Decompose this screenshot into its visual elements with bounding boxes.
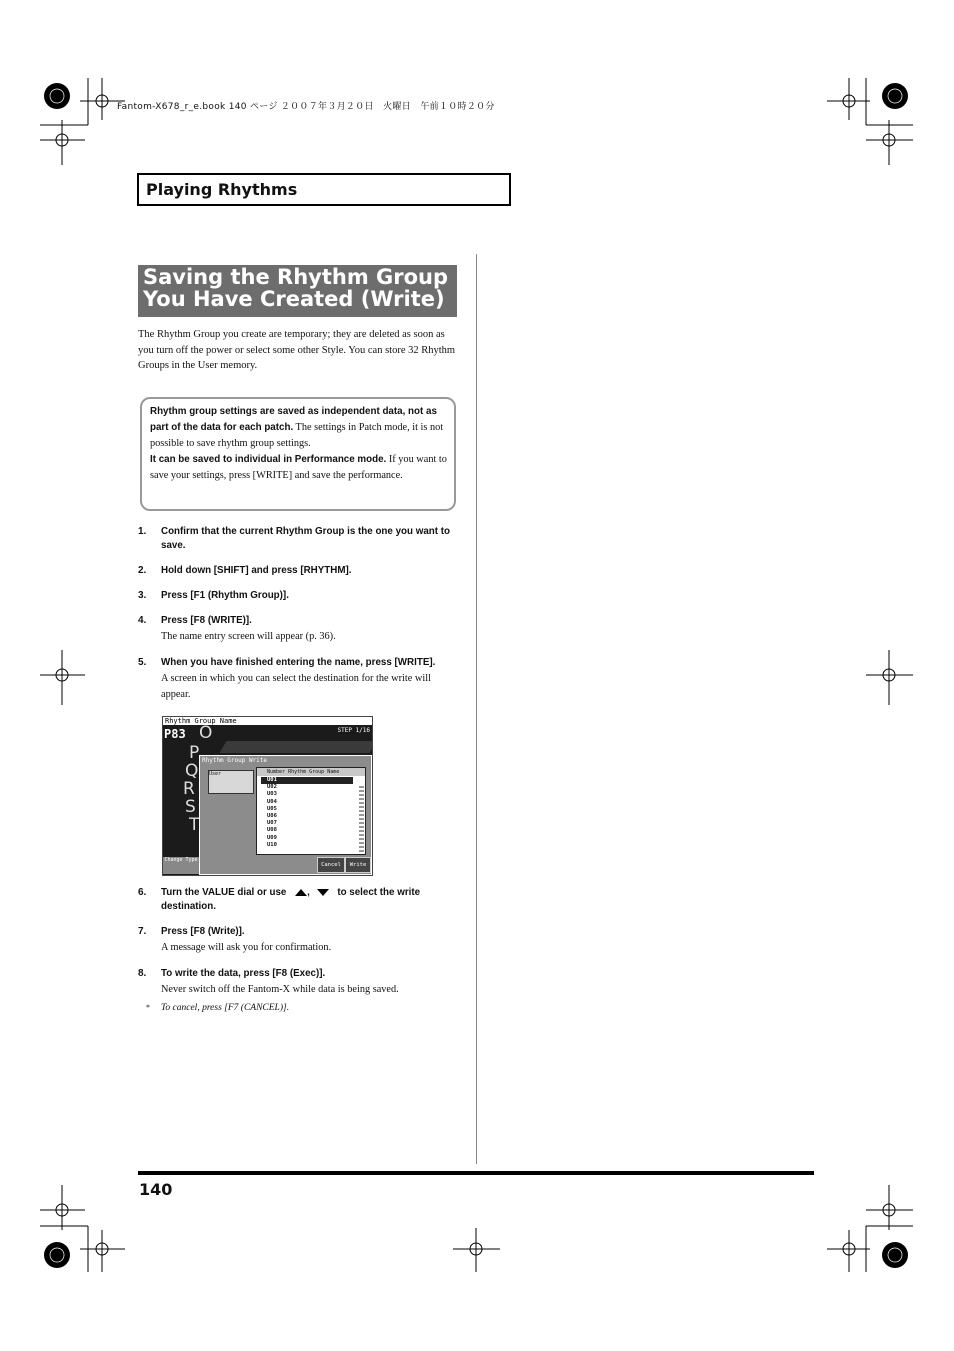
page-number: 140	[139, 1180, 173, 1199]
bottom-rule	[138, 1171, 814, 1175]
step-instruction: When you have finished entering the name, press [WRITE].	[161, 657, 436, 668]
step-description: A screen in which you can select the destination for the write will appear.	[161, 673, 431, 700]
list-item[interactable]: U02	[267, 784, 277, 791]
cancel-button[interactable]: Cancel	[317, 857, 345, 873]
step-instruction: Confirm that the current Rhythm Group is the one you want to save.	[161, 526, 451, 551]
list-scrollbar[interactable]	[359, 786, 364, 852]
intro-paragraph: The Rhythm Group you create are temporary; they are deleted as soon as you turn off the power or select some other Style. You can store 32 Rhythm Groups in the User memory.	[138, 329, 456, 371]
step-number: 6.	[138, 887, 147, 898]
step-number: 3.	[138, 590, 147, 601]
note-bold-2: It can be saved to individual in Performance mode.	[150, 454, 387, 465]
footnote-star: *	[146, 1003, 150, 1012]
screen-step: STEP 1/16	[337, 727, 370, 734]
list-item[interactable]: U10	[267, 841, 277, 848]
list-item[interactable]: U06	[267, 813, 277, 820]
step-number: 4.	[138, 615, 147, 626]
step-6-text-a: Turn the VALUE dial or use	[161, 887, 287, 898]
list-items	[267, 777, 277, 849]
write-button[interactable]: Write	[345, 857, 371, 873]
step-instruction: Press [F8 (WRITE)].	[161, 615, 252, 626]
step-6-text-b: to select the write	[337, 887, 421, 898]
step-instruction: Press [F1 (Rhythm Group)].	[161, 590, 289, 601]
step-description: A message will ask you for confirmation.	[161, 942, 332, 953]
list-item[interactable]: U01	[267, 777, 277, 783]
user-label: User	[209, 771, 222, 777]
screen-letter: Q	[185, 761, 199, 781]
screen-letter: P	[189, 743, 200, 763]
screen-letter: O	[199, 723, 213, 743]
step-6-text-c: destination.	[161, 901, 216, 912]
up-arrow-icon	[295, 889, 307, 896]
note-text	[150, 404, 448, 484]
heading-line-1: Saving the Rhythm Group	[143, 265, 449, 289]
step-number: 7.	[138, 926, 147, 937]
step-description: Never switch off the Fantom-X while data is being saved.	[161, 984, 399, 995]
user-memory-label	[208, 770, 254, 794]
list-header: Number Rhythm Group Name	[257, 768, 365, 776]
write-dialog	[199, 755, 372, 875]
screen-letter: T	[189, 815, 200, 835]
list-item[interactable]: U03	[267, 791, 277, 798]
step-number: 8.	[138, 968, 147, 979]
step-number: 1.	[138, 526, 147, 537]
heading-line-2: You Have Created (Write)	[143, 287, 445, 311]
dialog-title: Rhythm Group Write	[202, 757, 268, 764]
screen-letter: S	[185, 797, 196, 817]
step-instruction: Press [F8 (Write)].	[161, 926, 245, 937]
step-description: The name entry screen will appear (p. 36).	[161, 631, 336, 642]
file-info-header: Fantom-X678_r_e.book 140 ページ ２００７年３月２０日 火曜日 午前１０時２０分	[117, 102, 495, 112]
screen-band	[220, 741, 373, 753]
screen-patch-number: P83	[164, 727, 186, 741]
note-bold-1: Rhythm group settings are saved as independent data, not as part of the data for each patch.	[150, 406, 437, 433]
list-item[interactable]: U07	[267, 820, 277, 827]
destination-list[interactable]	[256, 767, 366, 855]
note-text-1: The settings in Patch mode, it is not possible to save rhythm group settings.	[150, 422, 444, 449]
screen-title: Rhythm Group Name	[163, 717, 373, 725]
rhythm-group-write-screenshot	[162, 716, 373, 876]
step-instruction	[161, 886, 461, 914]
section-title: Playing Rhythms	[146, 180, 298, 199]
column-divider	[476, 254, 477, 1164]
list-item[interactable]: U04	[267, 798, 277, 805]
change-type-tab[interactable]: Change Type	[163, 857, 199, 874]
list-item[interactable]: U08	[267, 827, 277, 834]
down-arrow-icon	[317, 889, 329, 896]
step-number: 5.	[138, 657, 147, 668]
step-instruction: Hold down [SHIFT] and press [RHYTHM].	[161, 565, 352, 576]
arrow-separator: ,	[307, 887, 310, 898]
step-number: 2.	[138, 565, 147, 576]
screen-letter: R	[183, 779, 195, 799]
list-item[interactable]: U09	[267, 834, 277, 841]
step-instruction: To write the data, press [F8 (Exec)].	[161, 968, 326, 979]
footnote: To cancel, press [F7 (CANCEL)].	[161, 1003, 290, 1013]
note-text-2: If you want to save your settings, press [WRITE] and save the performance.	[150, 454, 447, 481]
list-item[interactable]: U05	[267, 805, 277, 812]
page-heading	[143, 266, 455, 310]
